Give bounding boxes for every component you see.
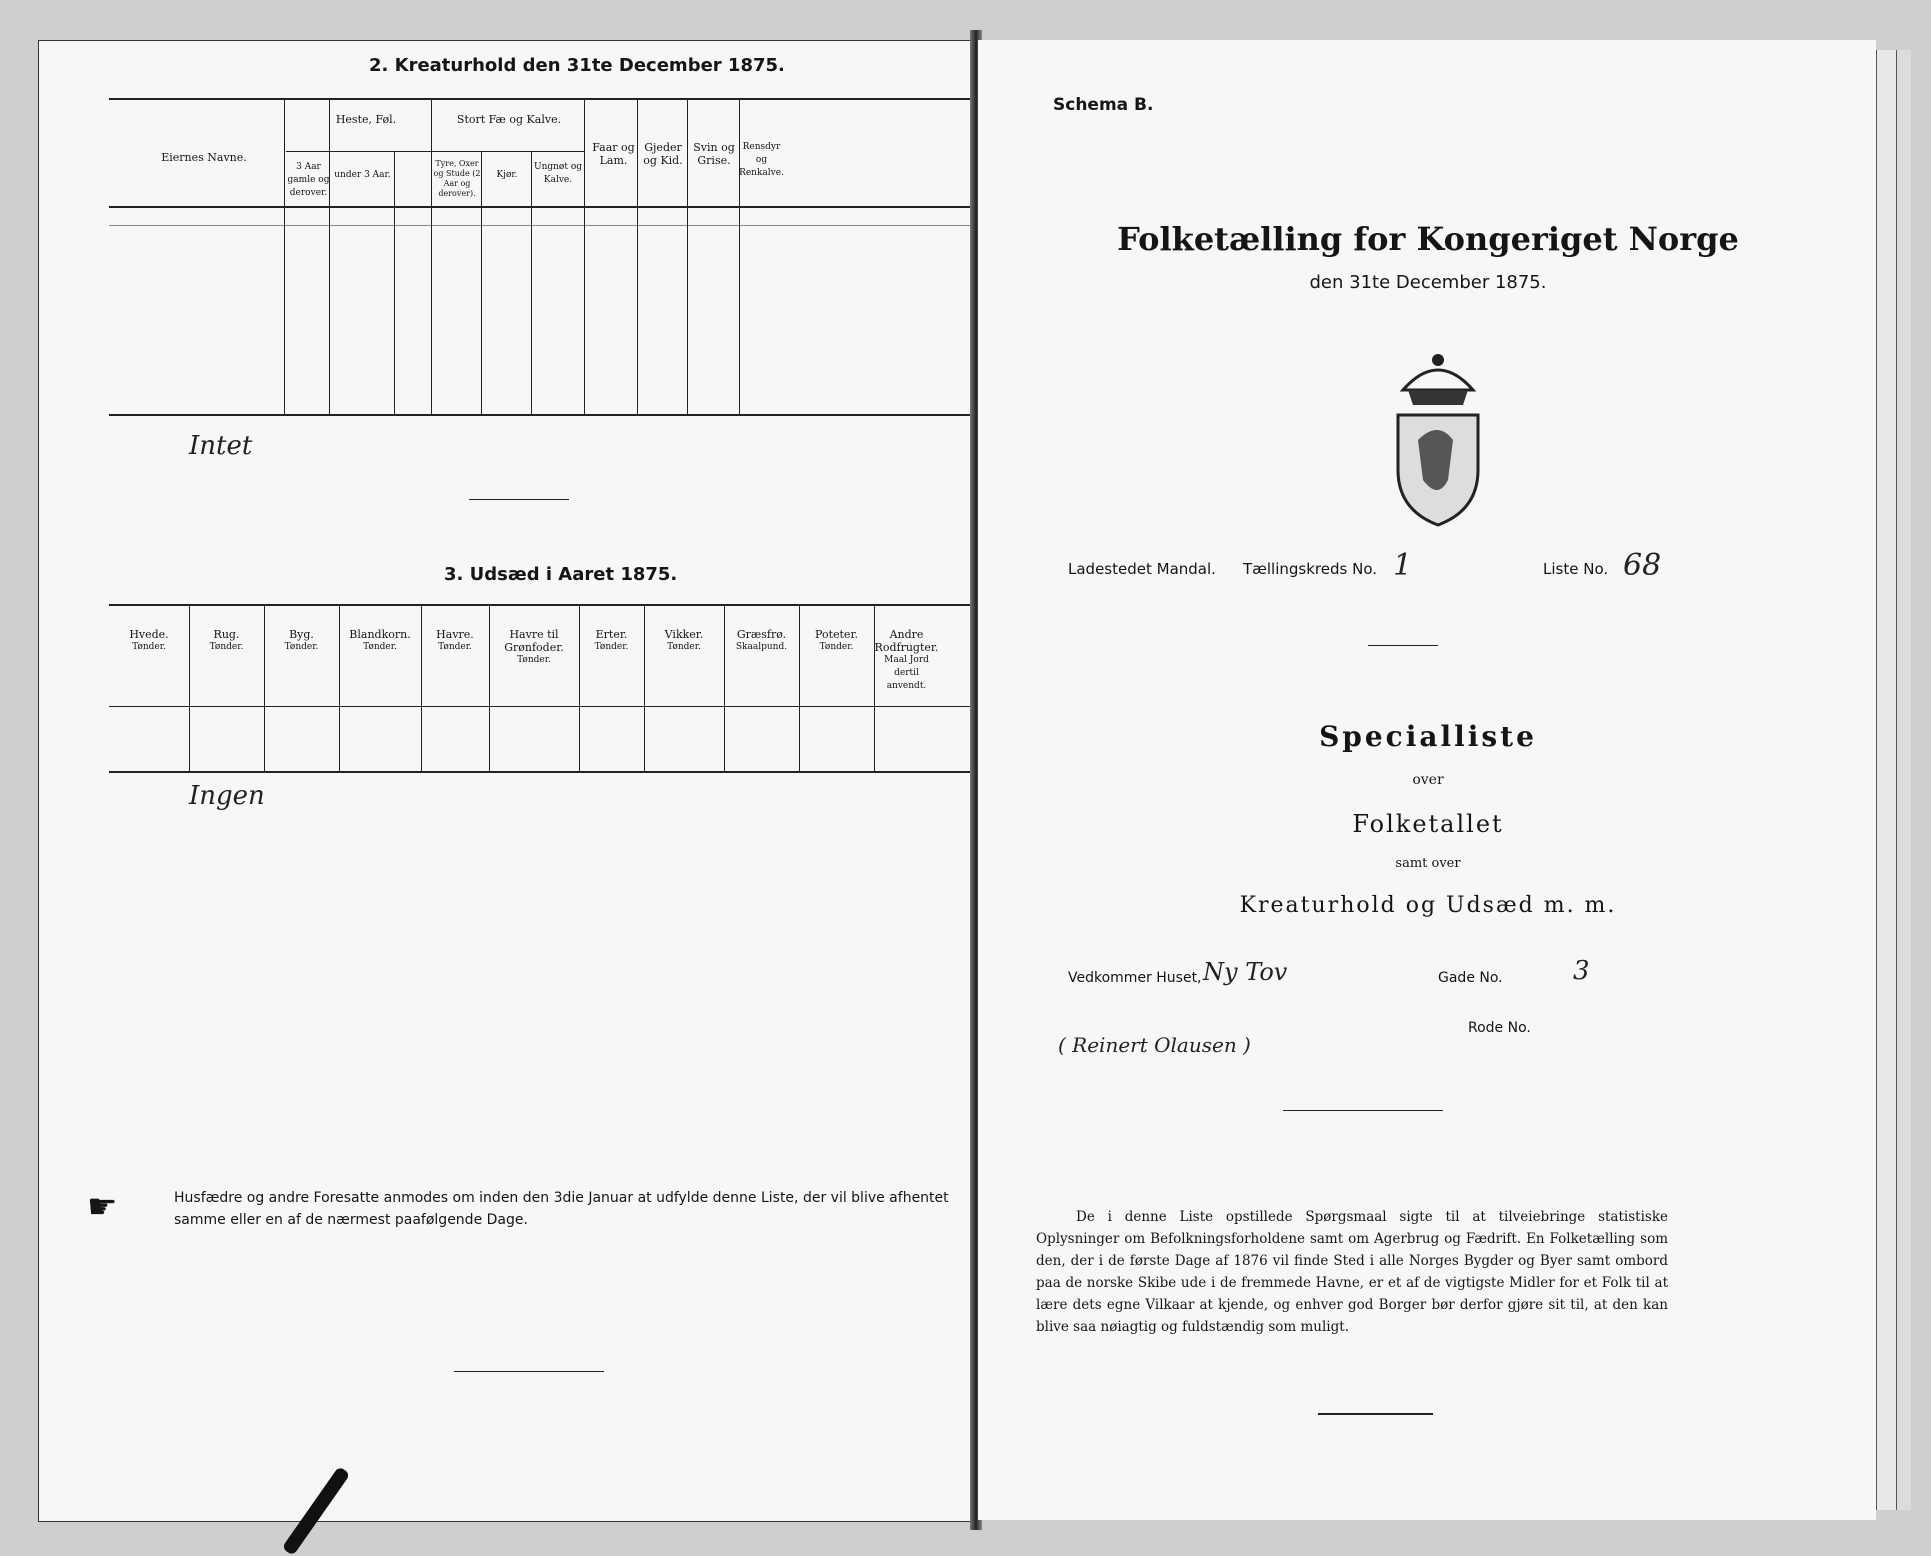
right-page [978, 40, 1876, 1520]
seed-header-name: Græsfrø. [736, 628, 787, 641]
seed-header [724, 628, 799, 654]
seed-header [874, 628, 939, 693]
col-line [584, 98, 585, 414]
left-page [38, 40, 975, 1522]
header-reindeer: Rensdyr og Renkalve. [739, 142, 784, 178]
seed-header-unit: Tønder. [438, 642, 472, 652]
folketallet-text: Folketallet [1352, 810, 1504, 838]
seed-header [644, 628, 724, 654]
page-edge [1896, 50, 1911, 1510]
seed-header-unit: Maal Jord dertil anvendt. [884, 655, 929, 691]
seed-header-name: Hvede. [129, 628, 169, 641]
street-value: Ny Tov [1203, 958, 1288, 986]
rule [1368, 645, 1438, 646]
date-line: den 31te December 1875. [1309, 272, 1547, 293]
col-line [394, 151, 395, 414]
vedkommer-label: Vedkommer Huset, [1068, 970, 1202, 986]
header-calves: Ungnøt og Kalve. [533, 162, 582, 185]
seed-header-name: Rug. [213, 628, 240, 641]
rule [1318, 1413, 1433, 1415]
seed-header-name: Blandkorn. [349, 628, 411, 641]
main-title: Folketælling for Kongeriget Norge [1117, 220, 1739, 258]
table-rule [109, 771, 1009, 773]
col-line [432, 151, 584, 152]
schema-label: Schema B. [1053, 95, 1154, 115]
notice-text: Husfædre og andre Foresatte anmodes om inden den 3die Januar at udfylde denne Liste, der vil blive afhentet samme eller en af de nærmest paafølgende Dage. [174, 1190, 949, 1228]
table-rule [109, 225, 1009, 226]
coat-of-arms [1358, 330, 1518, 530]
col-line [687, 98, 688, 414]
col-line [637, 98, 638, 414]
col-line [431, 98, 432, 414]
ladested-label: Ladestedet Mandal. [1068, 560, 1216, 578]
seed-header-unit: Tønder. [667, 642, 701, 652]
seed-header-unit: Tønder. [209, 642, 244, 652]
header-horses-old: 3 Aar gamle og derover. [287, 162, 330, 198]
seed-header [189, 628, 264, 654]
col-line [531, 151, 532, 414]
gade-label: Gade No. [1438, 970, 1503, 986]
seed-header-unit: Tønder. [517, 655, 551, 665]
samt-over-text: samt over [1395, 856, 1461, 871]
section2-title: 2. Kreaturhold den 31te December 1875. [369, 55, 785, 76]
rule [454, 1371, 604, 1372]
col-line [284, 98, 285, 414]
owner-value: ( Reinert Olausen ) [1058, 1033, 1251, 1057]
seed-header-name: Havre. [436, 628, 474, 641]
header-owner: Eiernes Navne. [161, 151, 247, 164]
kreds-label: Tællingskreds No. [1243, 560, 1377, 578]
seed-header-unit: Skaalpund. [735, 642, 788, 652]
seed-header-name: Andre Rodfrugter. [874, 628, 939, 654]
table-rule [109, 414, 1009, 416]
kreatur-udsaed-text: Kreaturhold og Udsæd m. m. [1239, 893, 1617, 918]
table-rule [109, 206, 1009, 208]
rode-label: Rode No. [1468, 1020, 1531, 1036]
header-bulls: Tyre, Oxer og Stude (2 Aar og derover). [433, 159, 481, 198]
liste-value: 68 [1623, 548, 1662, 583]
specialliste-title: Specialliste [1319, 720, 1537, 753]
rule [469, 499, 569, 500]
seed-header-unit: Tønder. [132, 642, 166, 652]
seed-header [339, 628, 421, 654]
seed-header [109, 628, 189, 654]
header-horses-young: under 3 Aar. [334, 170, 391, 180]
seed-header [421, 628, 489, 654]
over-text: over [1412, 772, 1444, 788]
seed-header-name: Poteter. [815, 628, 858, 641]
seed-header [799, 628, 874, 654]
pen [282, 1466, 351, 1556]
header-sheep: Faar og Lam. [592, 141, 635, 167]
header-cattle: Stort Fæ og Kalve. [456, 113, 562, 126]
info-paragraph: De i denne Liste opstillede Spørgsmaal sigte til at tilveiebringe statistiske Oplysninger om Befolkningsforholdene samt om Agerbrug og Fædrift. En Folketælling som den, der i de første Dage af 1876 vil finde Sted i alle Norges Bygder og Byer samt ombord paa de norske Skibe ude i de fremmede Havne, er et af de vigtigste Midler for et Folk til at lære dets egne Vilkaar at kjende, og enhver god Borger bør derfor gjøre sit til, at den kan blive saa nøiagtig og fuldstændig som muligt. [1036, 1209, 1668, 1335]
liste-label: Liste No. [1543, 560, 1609, 578]
rule [1283, 1110, 1443, 1111]
kreds-value: 1 [1393, 548, 1413, 583]
livestock-entry: Intet [189, 431, 253, 461]
col-line [329, 98, 330, 414]
seed-header [579, 628, 644, 654]
pointing-hand-icon: ☛ [87, 1187, 118, 1227]
seed-header-name: Havre til Grønfoder. [504, 628, 564, 654]
seed-header-unit: Tønder. [284, 642, 319, 652]
table-rule [109, 98, 1009, 100]
header-goats: Gjeder og Kid. [643, 141, 683, 167]
seed-header-name: Erter. [595, 628, 628, 641]
seed-header [264, 628, 339, 654]
col-line [286, 151, 431, 152]
page-edge [1876, 50, 1897, 1510]
seed-header-unit: Tønder. [819, 642, 854, 652]
seed-header-unit: Tønder. [363, 642, 397, 652]
seed-header-unit: Tønder. [594, 642, 629, 652]
gade-value: 3 [1573, 956, 1590, 986]
seed-header-name: Vikker. [664, 628, 704, 641]
seed-header-name: Byg. [289, 628, 314, 641]
seed-header [489, 628, 579, 667]
header-pigs: Svin og Grise. [693, 141, 735, 167]
seed-entry: Ingen [189, 781, 265, 811]
header-horses: Heste, Føl. [335, 113, 397, 126]
section3-title: 3. Udsæd i Aaret 1875. [444, 564, 678, 585]
header-cows: Kjør. [496, 170, 518, 180]
